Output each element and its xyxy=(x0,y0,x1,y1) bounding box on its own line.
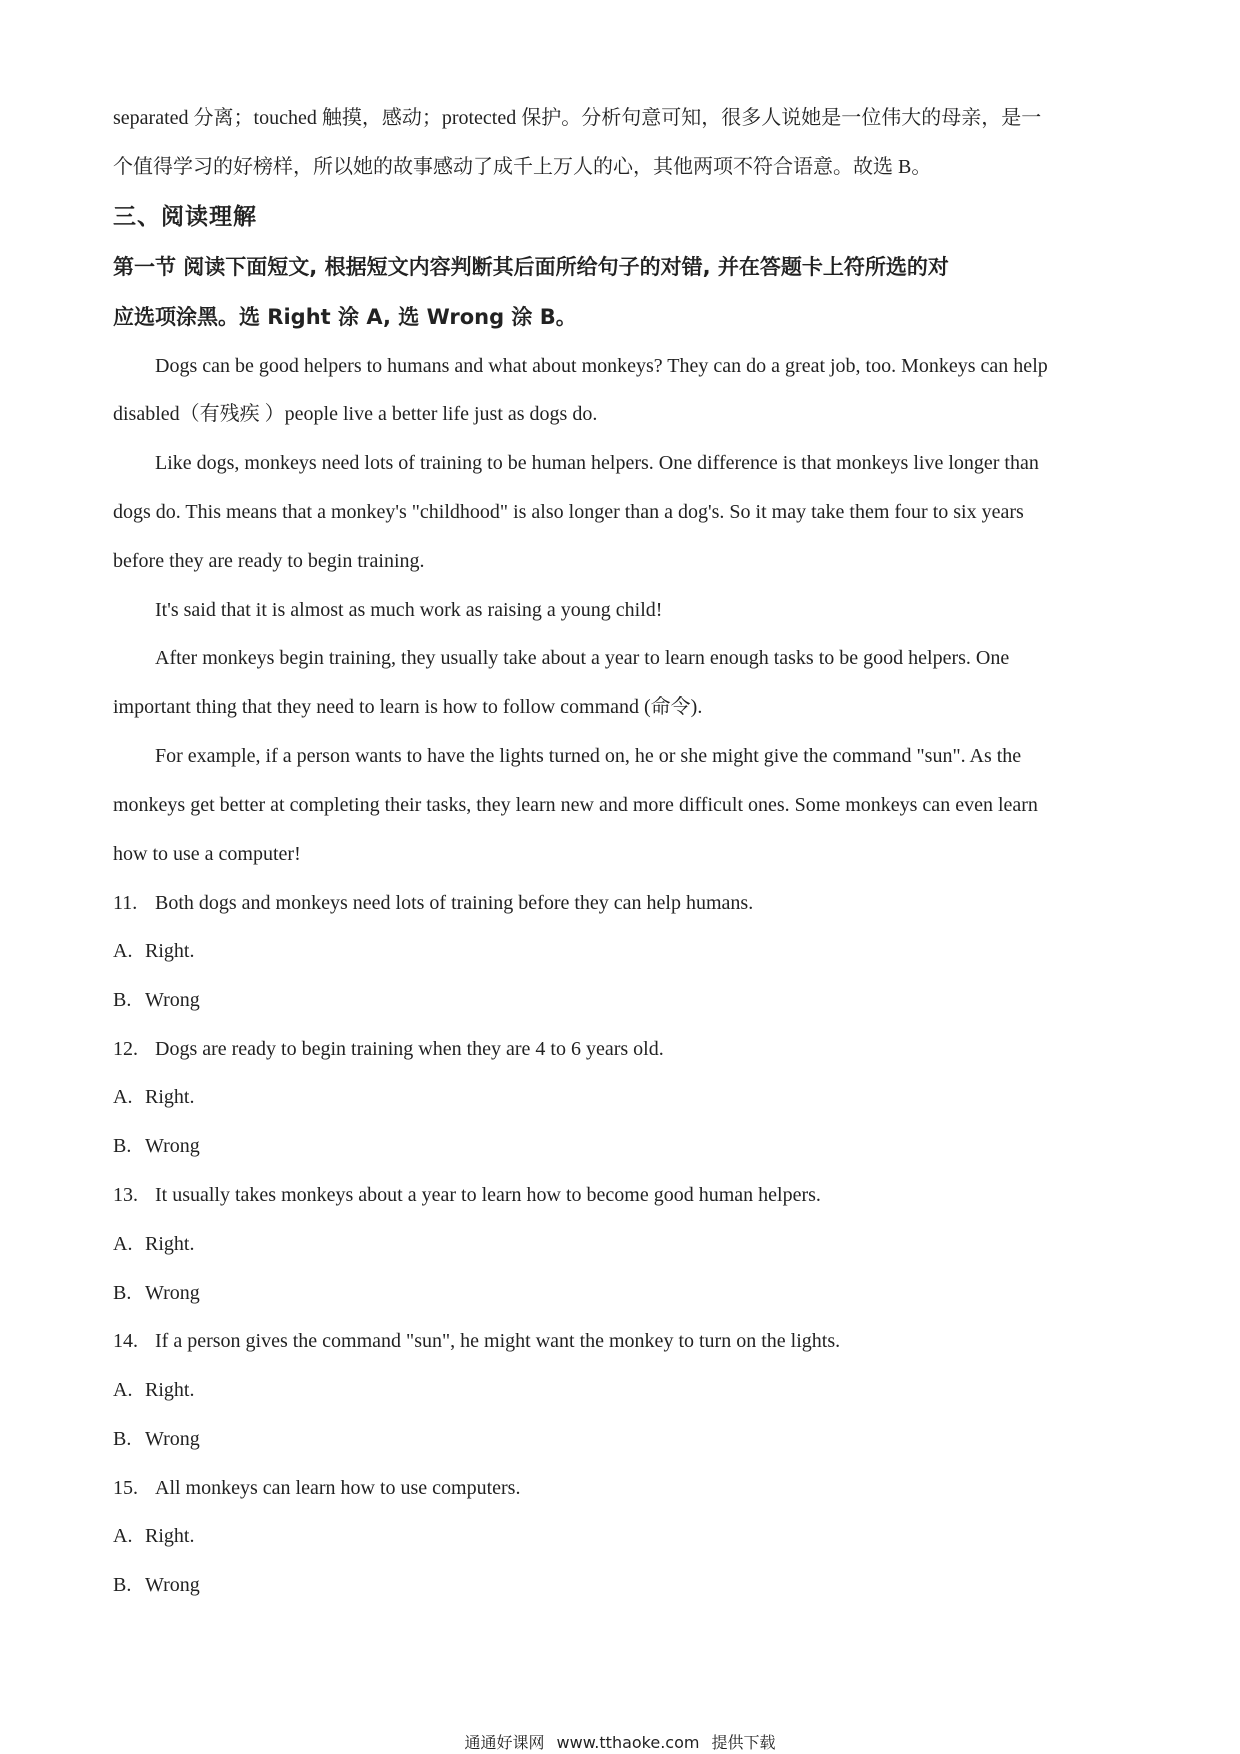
intro-line-2: 个值得学习的好榜样，所以她的故事感动了成千上万人的心，其他两项不符合语意。故选 B。 xyxy=(113,156,932,178)
passage-p5-line-2: monkeys get better at completing their tasks, they learn new and more difficult ones. Some monkeys can even learn xyxy=(113,794,1038,816)
option-text: Right. xyxy=(145,1525,195,1547)
option-text: Right. xyxy=(145,1233,195,1255)
passage-p5-line-1: For example, if a person wants to have the lights turned on, he or she might give the command "sun". As the xyxy=(155,745,1022,767)
instruction-line-1: 第一节 阅读下面短文, 根据短文内容判断其后面所给句子的对错, 并在答题卡上符所选的对 xyxy=(113,255,949,279)
question-15 xyxy=(113,1474,1143,1502)
question-15-option-b[interactable] xyxy=(113,1571,1143,1599)
question-text: Both dogs and monkeys need lots of training before they can help humans. xyxy=(155,892,754,914)
option-letter: B. xyxy=(113,1135,132,1157)
footer-url[interactable]: www.tthaoke.com xyxy=(556,1733,700,1752)
passage-p2-line-2: dogs do. This means that a monkey's "childhood" is also longer than a dog's. So it may take them four to six years xyxy=(113,501,1024,523)
option-letter: A. xyxy=(113,1086,133,1108)
option-text: Wrong xyxy=(145,989,200,1011)
question-14 xyxy=(113,1327,1143,1355)
passage-p4-line-1: After monkeys begin training, they usually take about a year to learn enough tasks to be good helpers. One xyxy=(155,647,1010,669)
option-letter: A. xyxy=(113,1379,133,1401)
option-letter: B. xyxy=(113,1428,132,1450)
option-letter: A. xyxy=(113,940,133,962)
passage-p3-line-1: It's said that it is almost as much work as raising a young child! xyxy=(155,599,663,621)
option-text: Wrong xyxy=(145,1574,200,1596)
question-13 xyxy=(113,1181,1143,1209)
passage-p1-line-2: disabled（有残疾 ）people live a better life just as dogs do. xyxy=(113,403,598,425)
question-number: 14. xyxy=(113,1330,138,1352)
option-letter: B. xyxy=(113,1282,132,1304)
passage-p2-line-1: Like dogs, monkeys need lots of training to be human helpers. One difference is that monkeys live longer than xyxy=(155,452,1039,474)
page-footer xyxy=(0,1730,1240,1753)
section-title: 三、阅读理解 xyxy=(113,204,257,230)
question-number: 15. xyxy=(113,1477,138,1499)
option-text: Wrong xyxy=(145,1428,200,1450)
passage-p1-line-1: Dogs can be good helpers to humans and what about monkeys? They can do a great job, too. Monkeys can help xyxy=(155,355,1048,377)
instruction-line-2: 应选项涂黑。选 Right 涂 A, 选 Wrong 涂 B。 xyxy=(113,305,577,329)
question-11-option-b[interactable] xyxy=(113,986,1143,1014)
question-11 xyxy=(113,889,1143,917)
question-12-option-a[interactable] xyxy=(113,1083,1143,1111)
question-text: All monkeys can learn how to use computers. xyxy=(155,1477,521,1499)
option-letter: A. xyxy=(113,1233,133,1255)
question-text: If a person gives the command "sun", he might want the monkey to turn on the lights. xyxy=(155,1330,841,1352)
footer-suffix: 提供下载 xyxy=(711,1733,776,1752)
question-text: It usually takes monkeys about a year to learn how to become good human helpers. xyxy=(155,1184,821,1206)
option-text: Wrong xyxy=(145,1282,200,1304)
footer-site-name: 通通好课网 xyxy=(464,1733,545,1752)
passage-p5-line-3: how to use a computer! xyxy=(113,843,301,865)
option-text: Right. xyxy=(145,940,195,962)
option-text: Right. xyxy=(145,1086,195,1108)
question-15-option-a[interactable] xyxy=(113,1522,1143,1550)
question-13-option-a[interactable] xyxy=(113,1230,1143,1258)
intro-line-1: separated 分离；touched 触摸，感动；protected 保护。分析句意可知，很多人说她是一位伟大的母亲，是一 xyxy=(113,107,1042,129)
question-number: 11. xyxy=(113,892,138,914)
option-text: Right. xyxy=(145,1379,195,1401)
option-letter: B. xyxy=(113,1574,132,1596)
question-text: Dogs are ready to begin training when they are 4 to 6 years old. xyxy=(155,1038,664,1060)
passage-p4-line-2: important thing that they need to learn is how to follow command (命令). xyxy=(113,696,703,718)
question-number: 12. xyxy=(113,1038,138,1060)
option-text: Wrong xyxy=(145,1135,200,1157)
question-13-option-b[interactable] xyxy=(113,1279,1143,1307)
question-14-option-b[interactable] xyxy=(113,1425,1143,1453)
question-12 xyxy=(113,1035,1143,1063)
question-14-option-a[interactable] xyxy=(113,1376,1143,1404)
question-number: 13. xyxy=(113,1184,138,1206)
passage-p2-line-3: before they are ready to begin training. xyxy=(113,550,425,572)
option-letter: A. xyxy=(113,1525,133,1547)
question-12-option-b[interactable] xyxy=(113,1132,1143,1160)
question-11-option-a[interactable] xyxy=(113,937,1143,965)
option-letter: B. xyxy=(113,989,132,1011)
